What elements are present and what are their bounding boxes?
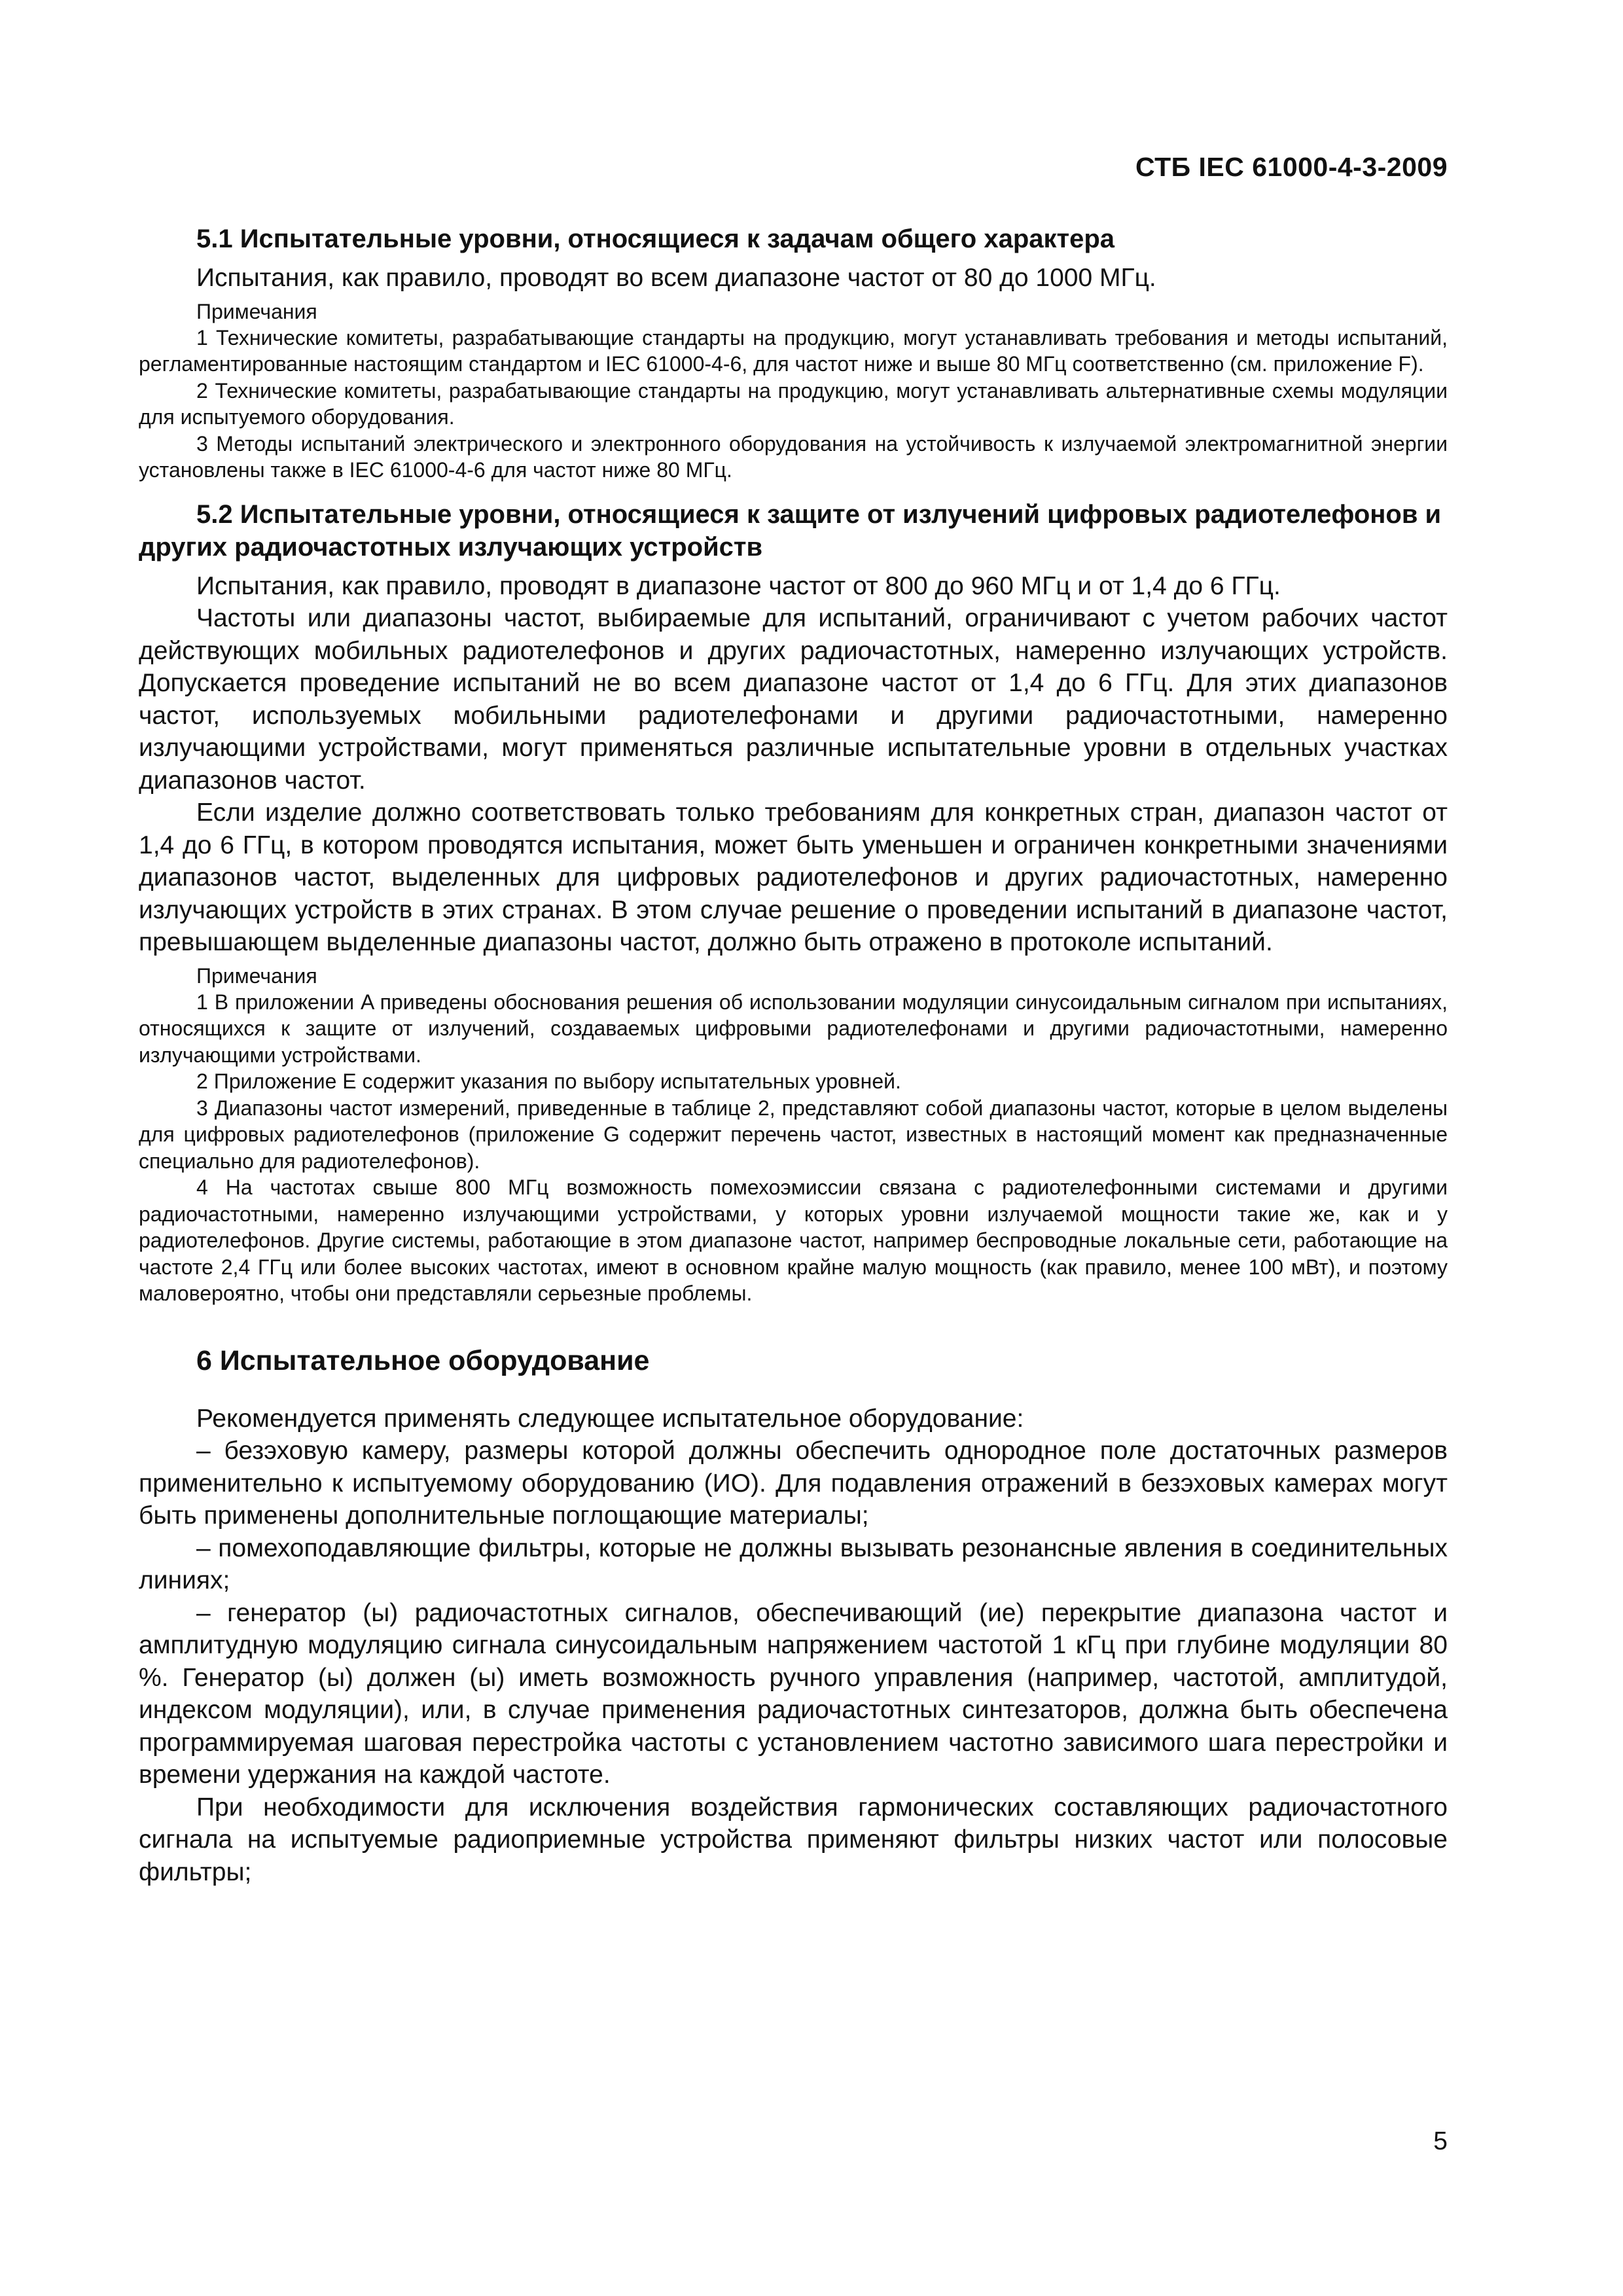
page-content bbox=[139, 223, 1448, 1888]
section-6-list-item-1: – безэховую камеру, размеры которой должны обеспечить однородное поле достаточных размеров применительно к испытуемому оборудованию (ИО). Для подавления отражений в безэховых камерах могут быть применены дополнительные поглощающие материалы; bbox=[139, 1437, 1448, 1530]
section-5-2-notes-title: Примечания bbox=[196, 963, 317, 988]
section-5-1-note-2: 2 Технические комитеты, разрабатывающие стандарты на продукцию, могут устанавливать альтернативные схемы модуляции для испытуемого оборудования. bbox=[139, 378, 1448, 429]
section-5-2-title: 5.2 Испытательные уровни, относящиеся к защите от излучений цифровых радиотелефонов и других радиочастотных излучающих устройств bbox=[139, 499, 1442, 562]
section-5-1-paragraph: Испытания, как правило, проводят во всем диапазоне частот от 80 до 1000 МГц. bbox=[196, 264, 1156, 292]
section-5-2-note-2: 2 Приложение E содержит указания по выбору испытательных уровней. bbox=[196, 1069, 901, 1093]
section-6-list-item-2: – помехоподавляющие фильтры, которые не должны вызывать резонансные явления в соединительных линиях; bbox=[139, 1534, 1448, 1594]
section-6-paragraph-1: Рекомендуется применять следующее испытательное оборудование: bbox=[196, 1404, 1024, 1433]
section-5-1-note-3: 3 Методы испытаний электрического и электронного оборудования на устойчивость к излучаемой электромагнитной энергии установлены также в IEC 61000-4-6 для частот ниже 80 МГц. bbox=[139, 431, 1448, 482]
section-6-list-item-3: – генератор (ы) радиочастотных сигналов, обеспечивающий (ие) перекрытие диапазона частот и амплитудную модуляцию сигнала синусоидальным напряжением частотой 1 кГц при глубине модуляции 80 %. Генератор (ы) должен (ы) иметь возможность ручного управления (например, частотой, амплитудой, индексом модуляции), или, в случае применения радиочастотных синтезаторов, должна быть обеспечена программируемая шаговая перестройка частоты с установлением частотно зависимого шага перестройки и времени удержания на каждой частоте. bbox=[139, 1598, 1448, 1789]
section-5-1-note-1: 1 Технические комитеты, разрабатывающие стандарты на продукцию, могут устанавливать требования и методы испытаний, регламентированные настоящим стандартом и IEC 61000-4-6, для частот ниже и выше 80 МГц соответственно (см. приложение F). bbox=[139, 325, 1448, 376]
section-5-2-note-1: 1 В приложении A приведены обоснования решения об использовании модуляции синусоидальным сигналом при испытаниях, относящихся к защите от излучений, создаваемых цифровыми радиотелефонами и другими радиочастотными, намеренно излучающими устройствами. bbox=[139, 990, 1448, 1067]
section-5-2-note-4: 4 На частотах свыше 800 МГц возможность помехоэмиссии связана с радиотелефонными системами и другими радиочастотными, намеренно излучающими устройствами, у которых уровни излучаемой мощности такие же, как и у радиотелефонов. Другие системы, работающие в этом диапазоне частот, например беспроводные локальные сети, работающие на частоте 2,4 ГГц или более высоких частотах, имеют в основном крайне малую мощность (как правило, менее 100 мВт), и поэтому маловероятно, чтобы они представляли серьезные проблемы. bbox=[139, 1175, 1448, 1305]
section-5-1-title: 5.1 Испытательные уровни, относящиеся к задачам общего характера bbox=[196, 224, 1115, 253]
section-6-paragraph-2: При необходимости для исключения воздействия гармонических составляющих радиочастотного сигнала на испытуемые радиоприемные устройства применяют фильтры низких частот или полосовые фильтры; bbox=[139, 1793, 1448, 1886]
page-number: 5 bbox=[1433, 2127, 1448, 2155]
section-5-1-notes-title: Примечания bbox=[196, 299, 317, 323]
section-5-2-paragraph-3: Если изделие должно соответствовать только требованиям для конкретных стран, диапазон частот от 1,4 до 6 ГГц, в котором проводятся испытания, может быть уменьшен и ограничен конкретными значениями диапазонов частот, выделенных для цифровых радиотелефонов и других радиочастотных, намеренно излучающих устройств в этих странах. В этом случае решение о проведении испытаний в диапазоне частот, превышающем выделенные диапазоны частот, должно быть отражено в протоколе испытаний. bbox=[139, 798, 1448, 956]
section-6-title: 6 Испытательное оборудование bbox=[196, 1344, 650, 1376]
document-id: СТБ IEC 61000-4-3-2009 bbox=[1135, 152, 1448, 182]
section-5-2-paragraph-1: Испытания, как правило, проводят в диапазоне частот от 800 до 960 МГц и от 1,4 до 6 ГГц. bbox=[196, 571, 1281, 600]
section-5-2-paragraph-2: Частоты или диапазоны частот, выбираемые для испытаний, ограничивают с учетом рабочих частот действующих мобильных радиотелефонов и других радиочастотных, намеренно излучающих устройств. Допускается проведение испытаний не во всем диапазоне частот от 1,4 до 6 ГГц. Для этих диапазонов частот, используемых мобильными радиотелефонами и другими радиочастотными, намеренно излучающими устройствами, могут применяться различные испытательные уровни в отдельных участках диапазонов частот. bbox=[139, 604, 1448, 795]
section-5-2-note-3: 3 Диапазоны частот измерений, приведенные в таблице 2, представляют собой диапазоны частот, которые в целом выделены для цифровых радиотелефонов (приложение G содержит перечень частот, известных в настоящий момент как предназначенные специально для радиотелефонов). bbox=[139, 1096, 1448, 1173]
